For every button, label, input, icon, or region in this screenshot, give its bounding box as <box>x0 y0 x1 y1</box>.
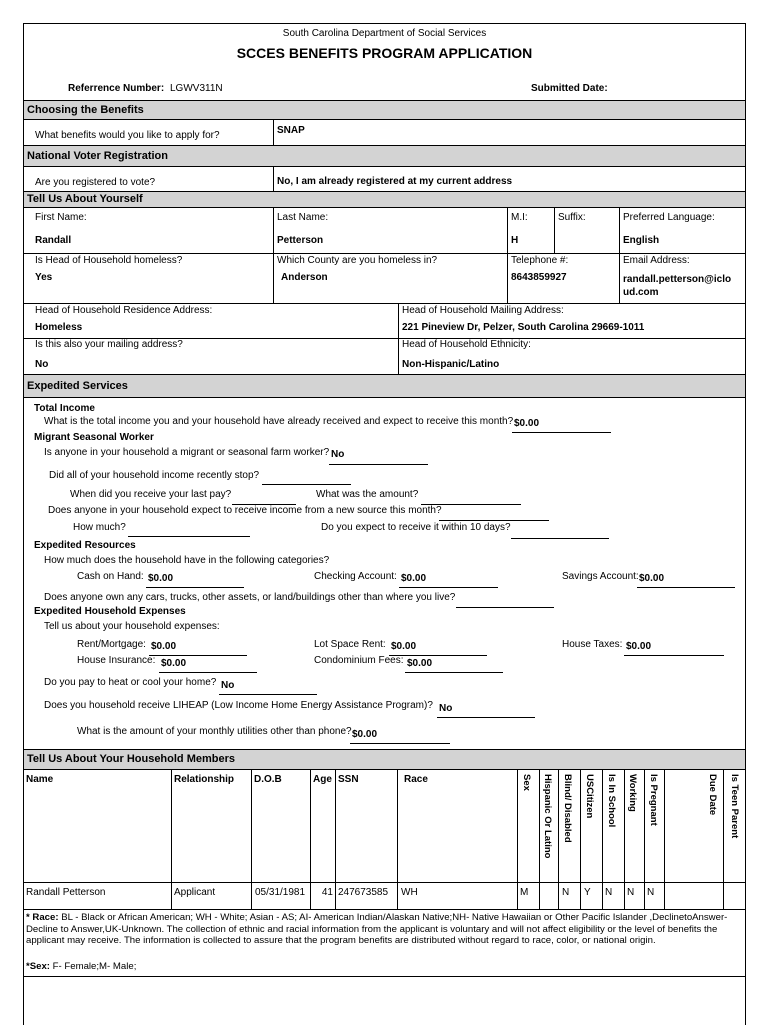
col-age: Age <box>313 774 332 785</box>
col-race: Race <box>404 774 428 785</box>
residence-address-value: Homeless <box>35 322 83 333</box>
section-choosing-benefits: Choosing the Benefits <box>24 100 745 120</box>
email-label: Email Address: <box>623 255 690 266</box>
section-about-yourself: Tell Us About Yourself <box>24 191 745 208</box>
row-age: 41 <box>321 887 333 898</box>
ten-days-question: Do you expect to receive it within 10 days? <box>321 522 511 533</box>
col-working: Working <box>627 774 638 812</box>
suffix-label: Suffix: <box>558 212 586 223</box>
condo-fees-value: $0.00 <box>407 658 433 669</box>
col-dob: D.O.B <box>254 774 282 785</box>
last-name-value: Petterson <box>277 235 324 246</box>
county-label: Which County are you homeless in? <box>277 255 438 266</box>
total-income-question: What is the total income you and your household have already received and expect to receive this month? <box>44 416 514 427</box>
section-expedited-services: Expedited Services <box>24 374 745 398</box>
checking-value: $0.00 <box>401 573 427 584</box>
race-footnote <box>26 912 741 947</box>
resources-question: How much does the household have in the following categories? <box>44 555 330 566</box>
ethnicity-label: Head of Household Ethnicity: <box>402 339 531 350</box>
migrant-value: No <box>331 449 345 460</box>
utilities-question: What is the amount of your monthly utilities other than phone? <box>77 726 352 737</box>
email-value-line2: ud.com <box>623 287 659 298</box>
income-stop-question: Did all of your household income recently stop? <box>49 470 260 481</box>
savings-value: $0.00 <box>639 573 665 584</box>
row-working: N <box>627 887 635 898</box>
reference-label: Referrence Number: <box>68 83 165 94</box>
mailing-address-label: Head of Household Mailing Address: <box>402 305 564 316</box>
col-teen-parent: Is Teen Parent <box>729 774 740 839</box>
col-name: Name <box>26 774 54 785</box>
house-taxes-label: House Taxes: <box>562 639 623 650</box>
amount-question: What was the amount? <box>316 489 419 500</box>
section-household-members: Tell Us About Your Household Members <box>24 749 745 770</box>
ethnicity-value: Non-Hispanic/Latino <box>402 359 500 370</box>
last-name-label: Last Name: <box>277 212 329 223</box>
col-sex: Sex <box>521 774 532 791</box>
homeless-value: Yes <box>35 272 53 283</box>
how-much-question: How much? <box>73 522 126 533</box>
telephone-value: 8643859927 <box>511 272 567 283</box>
row-race: WH <box>401 887 418 898</box>
col-pregnant: Is Pregnant <box>648 774 659 826</box>
expenses-heading: Expedited Household Expenses <box>34 606 186 617</box>
liheap-value: No <box>439 703 453 714</box>
house-insurance-label: House Insurance: <box>77 655 156 666</box>
language-label: Preferred Language: <box>623 212 715 223</box>
form-title: SCCES BENEFITS PROGRAM APPLICATION <box>236 45 533 61</box>
heat-cool-value: No <box>221 680 235 691</box>
migrant-heading: Migrant Seasonal Worker <box>34 432 154 443</box>
total-income-heading: Total Income <box>34 403 95 414</box>
col-in-school: Is In School <box>606 774 617 828</box>
liheap-question: Does you household receive LIHEAP (Low Income Home Energy Assistance Program)? <box>44 700 433 711</box>
col-uscitizen: USCitizen <box>584 774 595 819</box>
also-mailing-value: No <box>35 359 49 370</box>
assets-question: Does anyone own any cars, trucks, other assets, or land/buildings other than where you live? <box>44 592 456 603</box>
voter-question: Are you registered to vote? <box>35 177 156 188</box>
submitted-date-label: Submitted Date: <box>531 83 608 94</box>
migrant-question: Is anyone in your household a migrant or seasonal farm worker? <box>44 447 330 458</box>
reference-value: LGWV311N <box>170 83 223 94</box>
col-relationship: Relationship <box>174 774 235 785</box>
checking-label: Checking Account: <box>314 571 397 582</box>
row-in-school: N <box>605 887 613 898</box>
utilities-value: $0.00 <box>352 729 378 740</box>
house-insurance-value: $0.00 <box>161 658 187 669</box>
new-source-question: Does anyone in your household expect to receive income from a new source this month? <box>48 505 442 516</box>
house-taxes-value: $0.00 <box>626 641 652 652</box>
col-due-date: Due Date <box>707 774 718 816</box>
row-relationship: Applicant <box>174 887 216 898</box>
first-name-label: First Name: <box>35 212 87 223</box>
col-hispanic: Hispanic Or Latino <box>542 774 553 859</box>
col-ssn: SSN <box>338 774 359 785</box>
row-dob: 05/31/1981 <box>255 887 306 898</box>
resources-heading: Expedited Resources <box>34 540 136 551</box>
lot-rent-label: Lot Space Rent: <box>314 639 386 650</box>
row-sex: M <box>520 887 529 898</box>
condo-fees-label: Condominium Fees: <box>314 655 404 666</box>
col-blind-disabled: Blind/ Disabled <box>562 774 573 843</box>
benefits-answer: SNAP <box>277 125 305 136</box>
middle-initial-value: H <box>511 235 519 246</box>
expenses-question: Tell us about your household expenses: <box>44 621 220 632</box>
race-footnote-text: BL - Black or African American; WH - White; Asian - AS; AI- American Indian/Alaskan Native;NH- Native Hawaiian or Other Pacific Islander ,DeclinetoAnswer-Decline to Answer,UK-Unknown. The collection of ethnic and racial information from the applicant is voluntary and will not affect eligibility or the level of benefits the applicant may receive. The information is collected to assure that the program benefits are distributed without regard to race, color, or national origin. <box>26 912 728 946</box>
sex-footnote-label: *Sex: <box>26 961 50 972</box>
rent-value: $0.00 <box>151 641 177 652</box>
row-ssn: 247673585 <box>338 887 389 898</box>
row-uscitizen: Y <box>584 887 591 898</box>
sex-footnote <box>26 961 741 973</box>
savings-label: Savings Account: <box>562 571 639 582</box>
language-value: English <box>623 235 660 246</box>
middle-initial-label: M.I: <box>511 212 528 223</box>
cash-label: Cash on Hand: <box>77 571 144 582</box>
section-voter-registration: National Voter Registration <box>24 145 745 167</box>
row-blind-disabled: N <box>562 887 570 898</box>
telephone-label: Telephone #: <box>511 255 569 266</box>
county-value: Anderson <box>281 272 328 283</box>
first-name-value: Randall <box>35 235 72 246</box>
row-pregnant: N <box>647 887 655 898</box>
last-pay-question: When did you receive your last pay? <box>70 489 232 500</box>
residence-address-label: Head of Household Residence Address: <box>35 305 213 316</box>
row-name: Randall Petterson <box>26 887 106 898</box>
application-form <box>23 23 746 1025</box>
homeless-label: Is Head of Household homeless? <box>35 255 183 266</box>
email-value-line1: randall.petterson@iclo <box>623 274 732 285</box>
heat-cool-question: Do you pay to heat or cool your home? <box>44 677 217 688</box>
rent-label: Rent/Mortgage: <box>77 639 146 650</box>
voter-answer: No, I am already registered at my current address <box>277 176 513 187</box>
benefits-question: What benefits would you like to apply for? <box>35 130 220 141</box>
agency-name: South Carolina Department of Social Services <box>282 28 487 39</box>
also-mailing-label: Is this also your mailing address? <box>35 339 183 350</box>
race-footnote-label: * Race: <box>26 912 59 923</box>
total-income-value: $0.00 <box>514 418 540 429</box>
lot-rent-value: $0.00 <box>391 641 417 652</box>
sex-footnote-text: F- Female;M- Male; <box>52 961 137 972</box>
mailing-address-value: 221 Pineview Dr, Pelzer, South Carolina 29669-1011 <box>402 322 645 333</box>
cash-value: $0.00 <box>148 573 174 584</box>
